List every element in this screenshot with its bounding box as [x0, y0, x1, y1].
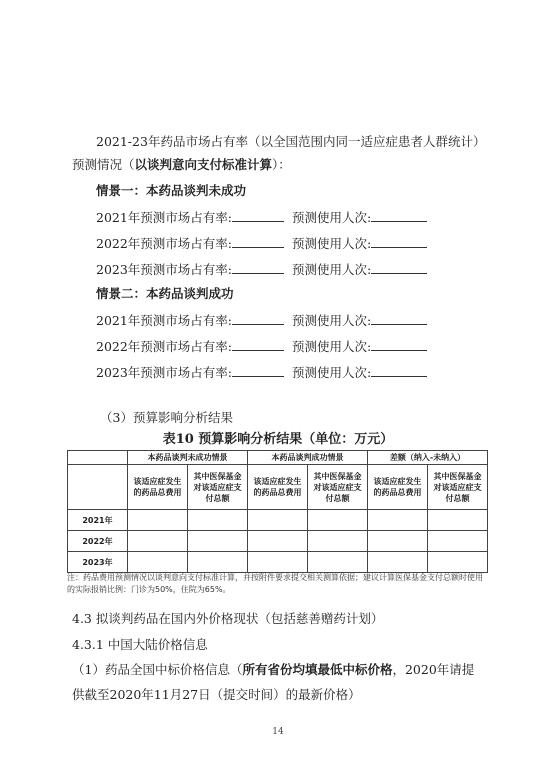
usage-blank[interactable] [371, 338, 427, 351]
table-group-header-row [68, 451, 488, 465]
market-share-blank[interactable] [232, 209, 284, 222]
price-info-suffix: ，2020年请提 [392, 662, 475, 677]
year-cell: 2023年 [68, 552, 128, 573]
scenario1-row [96, 209, 427, 226]
price-info-line-2: 供截至2020年11月27日（提交时间）的最新价格） [72, 687, 361, 702]
usage-label: 预测使用人次: [292, 262, 372, 277]
usage-label: 预测使用人次: [292, 339, 372, 354]
scenario2-row [96, 338, 427, 355]
subheader: 其中医保基金对该适应症支付总额 [188, 465, 248, 510]
subheader: 该适应症发生的药品总费用 [248, 465, 308, 510]
group-header: 差额（纳入-未纳入） [368, 451, 488, 465]
subheader: 其中医保基金对该适应症支付总额 [428, 465, 488, 510]
subheader: 其中医保基金对该适应症支付总额 [308, 465, 368, 510]
intro-line-2 [72, 157, 291, 173]
value-cell[interactable] [428, 552, 488, 573]
value-cell[interactable] [188, 510, 248, 531]
table-corner-cell [68, 451, 128, 465]
scenario2-title: 情景二：本药品谈判成功 [96, 286, 234, 301]
subheader: 该适应症发生的药品总费用 [128, 465, 188, 510]
usage-label: 预测使用人次: [292, 236, 372, 251]
usage-label: 预测使用人次: [292, 313, 372, 328]
usage-label: 预测使用人次: [292, 365, 372, 380]
value-cell[interactable] [128, 531, 188, 552]
market-share-label: 2022年预测市场占有率: [96, 339, 233, 354]
value-cell[interactable] [308, 531, 368, 552]
group-header: 本药品谈判成功情景 [248, 451, 368, 465]
value-cell[interactable] [188, 531, 248, 552]
value-cell[interactable] [128, 552, 188, 573]
usage-blank[interactable] [371, 209, 427, 222]
value-cell[interactable] [308, 510, 368, 531]
value-cell[interactable] [308, 552, 368, 573]
market-share-blank[interactable] [232, 364, 284, 377]
value-cell[interactable] [368, 531, 428, 552]
usage-blank[interactable] [371, 364, 427, 377]
section-3-heading: （3）预算影响分析结果 [100, 410, 233, 425]
value-cell[interactable] [128, 510, 188, 531]
table-row [68, 510, 488, 531]
market-share-blank[interactable] [232, 235, 284, 248]
table-blank-cell [68, 465, 128, 510]
page-number: 14 [272, 727, 284, 737]
price-info-line-1 [72, 662, 474, 678]
market-share-label: 2022年预测市场占有率: [96, 236, 233, 251]
table-note: 注：药品费用预测情况以谈判意向支付标准计算，并按附件要求提交相关测算依据；建议计算医保基金支付总额时使用的实际报销比例：门诊为50%，住院为65%。 [67, 573, 483, 594]
intro-line-2-bold: 以谈判意向支付标准计算 [134, 157, 273, 172]
value-cell[interactable] [248, 552, 308, 573]
usage-blank[interactable] [371, 312, 427, 325]
usage-label: 预测使用人次: [292, 210, 372, 225]
value-cell[interactable] [428, 531, 488, 552]
usage-blank[interactable] [371, 235, 427, 248]
market-share-label: 2023年预测市场占有率: [96, 262, 233, 277]
year-cell: 2022年 [68, 531, 128, 552]
scenario1-title: 情景一：本药品谈判未成功 [96, 183, 247, 198]
value-cell[interactable] [368, 552, 428, 573]
table-row [68, 552, 488, 573]
intro-line-1: 2021-23年药品市场占有率（以全国范围内同一适应症患者人群统计） [96, 134, 486, 149]
section-4-3-1-heading: 4.3.1 中国大陆价格信息 [72, 637, 208, 652]
value-cell[interactable] [428, 510, 488, 531]
market-share-label: 2021年预测市场占有率: [96, 313, 233, 328]
market-share-blank[interactable] [232, 338, 284, 351]
table-row [68, 531, 488, 552]
group-header: 本药品谈判未成功情景 [128, 451, 248, 465]
market-share-blank[interactable] [232, 261, 284, 274]
usage-blank[interactable] [371, 261, 427, 274]
market-share-label: 2021年预测市场占有率: [96, 210, 233, 225]
budget-impact-table [67, 450, 488, 573]
value-cell[interactable] [188, 552, 248, 573]
value-cell[interactable] [248, 531, 308, 552]
market-share-label: 2023年预测市场占有率: [96, 365, 233, 380]
table-subheader-row [68, 465, 488, 510]
intro-line-2-prefix: 预测情况（ [72, 157, 135, 172]
scenario1-row [96, 261, 427, 278]
intro-line-2-suffix: ）： [272, 157, 291, 172]
scenario2-row [96, 312, 427, 329]
market-share-blank[interactable] [232, 312, 284, 325]
price-info-prefix: （1）药品全国中标价格信息（ [72, 662, 243, 677]
value-cell[interactable] [368, 510, 428, 531]
value-cell[interactable] [248, 510, 308, 531]
subheader: 该适应症发生的药品总费用 [368, 465, 428, 510]
scenario1-row [96, 235, 427, 252]
table-caption: 表10 预算影响分析结果（单位：万元） [162, 432, 394, 447]
scenario2-row [96, 364, 427, 381]
section-4-3-heading: 4.3 拟谈判药品在国内外价格现状（包括慈善赠药计划） [72, 611, 384, 626]
year-cell: 2021年 [68, 510, 128, 531]
price-info-bold: 所有省份均填最低中标价格 [242, 662, 393, 677]
